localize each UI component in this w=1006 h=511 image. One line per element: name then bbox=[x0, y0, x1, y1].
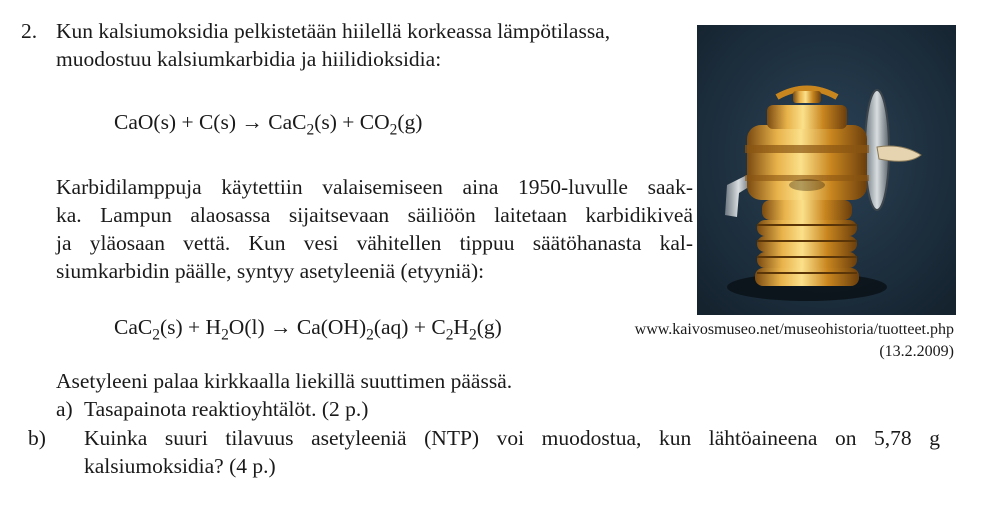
intro-line: muodostuu kalsiumkarbidia ja hiilidioksidia: bbox=[56, 47, 442, 71]
equation-2: $CaC_2(s) + H_2O(l) \to Ca(OH)_2(aq) + C_2H_2(g)$ bbox=[114, 315, 502, 344]
paragraph-line: siumkarbidin päälle, syntyy asetyleeniä (etyyniä): bbox=[56, 259, 485, 283]
burn-sentence: Asetyleeni palaa kirkkaalla liekillä suuttimen päässä. bbox=[56, 369, 513, 393]
subquestion-text: Tasapainota reaktioyhtälöt. (2 p.) bbox=[84, 397, 369, 421]
subquestion-text: Kuinka suuri tilavuus asetyleeniä (NTP) voi muodostua, kun lähtöaineena on 5,78 g bbox=[84, 426, 940, 450]
carbide-lamp-icon bbox=[697, 25, 956, 315]
lamp-description bbox=[56, 173, 693, 285]
subquestion-line bbox=[28, 424, 940, 452]
paragraph-line: Karbidilamppuja käytettiin valaisemiseen aina 1950-luvulle saak- bbox=[56, 175, 693, 199]
question-number: 2. bbox=[21, 19, 38, 43]
subquestion-a bbox=[56, 395, 368, 423]
image-credit bbox=[592, 319, 954, 363]
credit-date: (13.2.2009) bbox=[879, 343, 954, 360]
paragraph-line: ja yläosaan vettä. Kun vesi vähitellen tippuu säätöhanasta kal- bbox=[56, 231, 693, 255]
equation-1: $CaO(s) + C(s) \to CaC_2(s) + CO_2(g)$ bbox=[114, 110, 423, 139]
subquestion-line: kalsiumoksidia? (4 p.) bbox=[84, 454, 276, 478]
credit-url: www.kaivosmuseo.net/museohistoria/tuotteet.php bbox=[634, 321, 954, 338]
subquestion-label: a) bbox=[56, 397, 73, 421]
carbide-lamp-photo bbox=[697, 25, 956, 315]
paragraph-line: ka. Lampun alaosassa sijaitsevaan säiliöön laitetaan karbidikiveä bbox=[56, 203, 693, 227]
subquestion-label: b) bbox=[28, 426, 46, 450]
intro-line: Kun kalsiumoksidia pelkistetään hiilellä korkeassa lämpötilassa, bbox=[56, 19, 611, 43]
subquestion-b bbox=[28, 424, 940, 480]
question-intro bbox=[56, 17, 701, 73]
